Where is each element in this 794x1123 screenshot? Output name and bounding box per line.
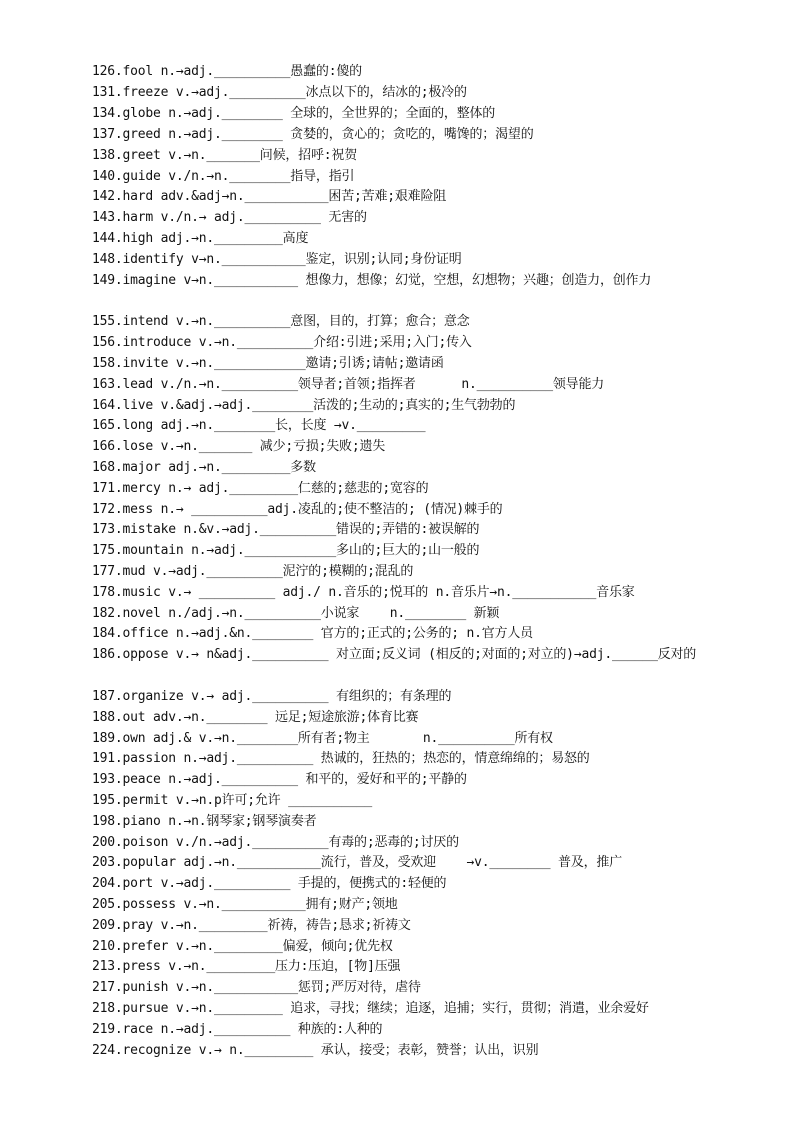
vocab-entry-188: 188.out adv.→n.________ 远足;短途旅游;体育比赛 bbox=[92, 710, 419, 725]
vocab-entry-140: 140.guide v./n.→n.________指导，指引 bbox=[92, 169, 355, 184]
vocab-entry-126: 126.fool n.→adj.__________愚蠢的:傻的 bbox=[92, 64, 362, 79]
vocab-entry-163: 163.lead v./n.→n.__________领导者;首领;指挥者 n.__________领导能力 bbox=[92, 377, 605, 392]
vocab-entry-184: 184.office n.→adj.&n.________ 官方的;正式的;公务的; n.官方人员 bbox=[92, 626, 533, 641]
vocab-entry-138: 138.greet v.→n._______问候，招呼:祝贺 bbox=[92, 148, 358, 163]
vocab-entry-217: 217.punish v.→n.___________惩罚;严厉对待，虐待 bbox=[92, 980, 421, 995]
vocab-entry-168: 168.major adj.→n._________多数 bbox=[92, 460, 316, 475]
vocab-entry-158: 158.invite v.→n.____________邀请;引诱;请帖;邀请函 bbox=[92, 356, 444, 371]
vocab-entry-209: 209.pray v.→n._________祈祷，祷告;恳求;祈祷文 bbox=[92, 918, 411, 933]
vocab-entry-205: 205.possess v.→n.___________拥有;财产;领地 bbox=[92, 897, 398, 912]
vocab-entry-171: 171.mercy n.→ adj._________仁慈的;慈悲的;宽容的 bbox=[92, 481, 429, 496]
vocab-entry-191: 191.passion n.→adj.__________ 热诚的，狂热的；热恋的，情意绵绵的；易怒的 bbox=[92, 751, 590, 766]
vocab-entry-200: 200.poison v./n.→adj.__________有毒的;恶毒的;讨厌的 bbox=[92, 835, 459, 850]
vocab-entry-178: 178.music v.→ __________ adj./ n.音乐的;悦耳的 n.音乐片→n.___________音乐家 bbox=[92, 585, 635, 600]
vocab-entry-165: 165.long adj.→n.________长，长度 →v._________ bbox=[92, 418, 426, 433]
vocab-entry-156: 156.introduce v.→n.__________介绍:引进;采用;入门;传入 bbox=[92, 335, 472, 350]
vocab-entry-203: 203.popular adj.→n.___________流行，普及，受欢迎 →v.________ 普及，推广 bbox=[92, 855, 623, 870]
vocab-entry-195: 195.permit v.→n.p许可;允许 ___________ bbox=[92, 793, 372, 808]
vocab-entry-144: 144.high adj.→n._________高度 bbox=[92, 231, 309, 246]
vocab-entry-186: 186.oppose v.→ n&adj.__________ 对立面;反义词 (相反的;对面的;对立的)→adj.______反对的 bbox=[92, 647, 697, 662]
vocab-entry-219: 219.race n.→adj.__________ 种族的:人种的 bbox=[92, 1022, 383, 1037]
vocab-entry-213: 213.press v.→n._________压力:压迫，[物]压强 bbox=[92, 959, 401, 974]
vocab-entry-149: 149.imagine v→n.___________ 想像力，想像；幻觉，空想，幻想物；兴趣；创造力，创作力 bbox=[92, 273, 652, 288]
vocab-entry-210: 210.prefer v.→n._________偏爱，倾向;优先权 bbox=[92, 939, 393, 954]
vocab-entry-189: 189.own adj.& v.→n.________所有者;物主 n.__________所有权 bbox=[92, 731, 553, 746]
vocab-entry-137: 137.greed n.→adj.________ 贪婪的，贪心的；贪吃的，嘴馋的；渴望的 bbox=[92, 127, 534, 142]
vocab-entry-131: 131.freeze v.→adj.__________冰点以下的，结冰的;极冷的 bbox=[92, 85, 467, 100]
vocab-entry-187: 187.organize v.→ adj.__________ 有组织的；有条理的 bbox=[92, 689, 452, 704]
vocab-entry-166: 166.lose v.→n._______ 减少;亏损;失败;遗失 bbox=[92, 439, 386, 454]
vocab-entry-148: 148.identify v→n.___________鉴定，识别;认同;身份证明 bbox=[92, 252, 462, 267]
vocab-entry-172: 172.mess n.→ __________adj.凌乱的;使不整洁的; (情况)棘手的 bbox=[92, 502, 503, 517]
vocab-entry-143: 143.harm v./n.→ adj.__________ 无害的 bbox=[92, 210, 367, 225]
vocab-entry-175: 175.mountain n.→adj.____________多山的;巨大的;山一般的 bbox=[92, 543, 480, 558]
vocab-entry-155: 155.intend v.→n.__________意图，目的，打算；愈合；意念 bbox=[92, 314, 470, 329]
vocab-entry-198: 198.piano n.→n.钢琴家;钢琴演奏者 bbox=[92, 814, 317, 829]
vocab-entry-193: 193.peace n.→adj.__________ 和平的，爱好和平的;平静的 bbox=[92, 772, 467, 787]
vocab-entry-142: 142.hard adv.&adj→n.___________困苦;苦难;艰难险阻 bbox=[92, 189, 447, 204]
vocab-entry-204: 204.port v.→adj.__________ 手提的，便携式的:轻便的 bbox=[92, 876, 447, 891]
vocab-entry-164: 164.live v.&adj.→adj.________活泼的;生动的;真实的;生气勃勃的 bbox=[92, 398, 516, 413]
vocab-entry-173: 173.mistake n.&v.→adj.__________错误的;弄错的:被误解的 bbox=[92, 522, 480, 537]
vocab-entry-134: 134.globe n.→adj.________ 全球的，全世界的；全面的，整体的 bbox=[92, 106, 496, 121]
vocab-entry-218: 218.pursue v.→n._________ 追求，寻找；继续；追逐，追捕；实行，贯彻；消遣，业余爱好 bbox=[92, 1001, 649, 1016]
vocab-entry-224: 224.recognize v.→ n._________ 承认，接受；表彰，赞誉；认出，识别 bbox=[92, 1043, 539, 1058]
vocab-entry-182: 182.novel n./adj.→n.__________小说家 n.________ 新颖 bbox=[92, 606, 500, 621]
vocab-entry-177: 177.mud v.→adj.__________泥泞的;模糊的;混乱的 bbox=[92, 564, 414, 579]
